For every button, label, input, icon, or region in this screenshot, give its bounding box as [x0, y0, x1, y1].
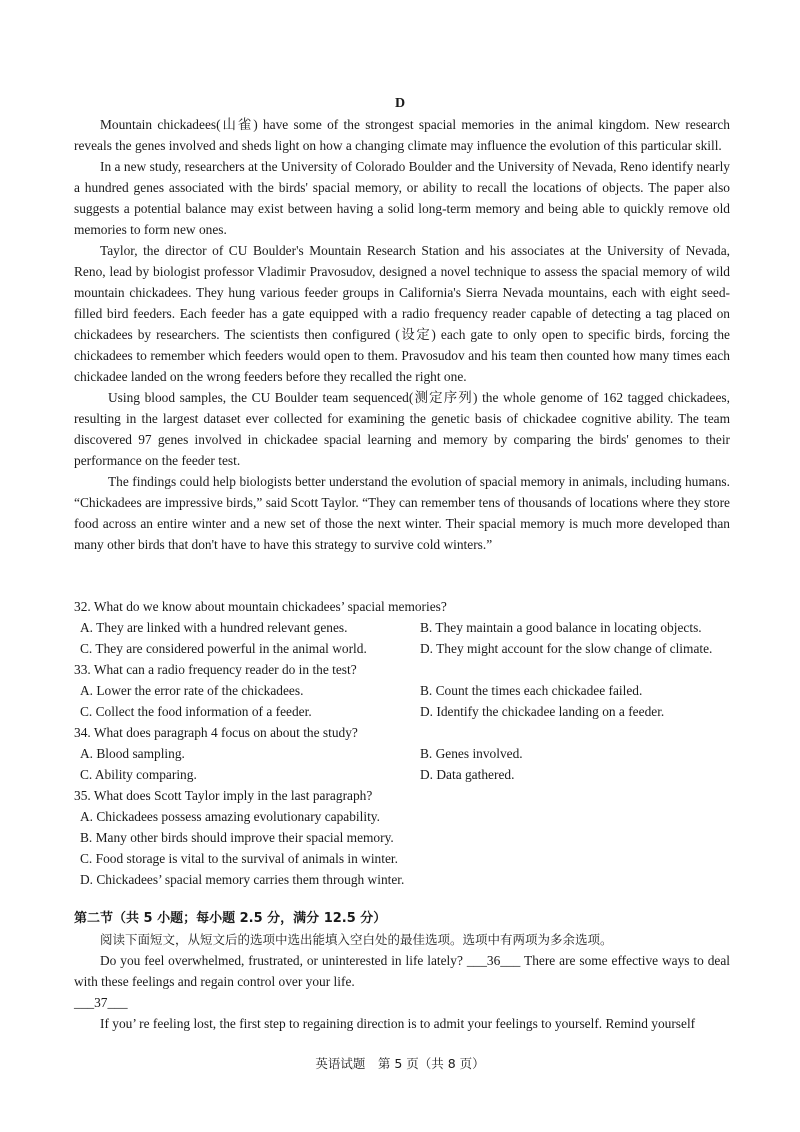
question-stem: 35. What does Scott Taylor imply in the last paragraph?	[74, 788, 373, 803]
part-two-heading: 第二节（共 5 小题；每小题 2.5 分，满分 12.5 分）	[74, 911, 387, 926]
passage-paragraph: Taylor, the director of CU Boulder's Mountain Research Station and his associates at the University of Nevada, Reno, lead by biologist professor Vladimir Pravosudov, designed a novel technique to assess the spacial memory of wild mountain chickadees. They hung various feeder groups in California's Sierra Nevada mountains, each with eight seed-filled bird feeders. Each feeder has a gate equipped with a radio frequency reader capable of detecting a tag placed on chickadees by researchers. The scientists then configured (设定) each gate to only open to specific birds, forcing the chickadees to remember which feeders would open to them. Pravosudov and his team then counted how many times each chickadee landed on the wrong feeders before they recalled the right one.	[74, 243, 730, 384]
option-c: C. Food storage is vital to the survival of animals in winter.	[80, 851, 398, 866]
cloze-text: There are some effective ways to deal with these feelings and regain control over your life.	[74, 953, 730, 989]
part-two-instruction: 阅读下面短文，从短文后的选项中选出能填入空白处的最佳选项。选项中有两项为多余选项。	[100, 932, 613, 947]
question-34	[74, 722, 754, 785]
page-footer: 英语试题 第 5 页（共 8 页）	[315, 1056, 485, 1071]
option-b: B. They maintain a good balance in locating objects.	[420, 620, 702, 635]
blank-36: ___36___	[466, 953, 521, 968]
cloze-paragraph: If you’ re feeling lost, the first step to regaining direction is to admit your feelings to yourself. Remind yourself	[100, 1016, 696, 1031]
option-b: B. Count the times each chickadee failed.	[420, 683, 643, 698]
option-d: D. They might account for the slow change of climate.	[420, 641, 713, 656]
option-c: C. Collect the food information of a feeder.	[80, 704, 312, 719]
option-d: D. Chickadees’ spacial memory carries them through winter.	[80, 872, 405, 887]
passage-paragraph: Mountain chickadees(山雀) have some of the strongest spacial memories in the animal kingdom. New research reveals the genes involved and sheds light on how a changing climate may influence the evolution of this particular skill.	[74, 117, 730, 153]
question-35	[74, 785, 754, 890]
question-stem: 34. What does paragraph 4 focus on about the study?	[74, 725, 358, 740]
reading-passage	[74, 114, 730, 555]
question-32	[74, 596, 754, 659]
part-two	[74, 908, 730, 1034]
option-a: A. Blood sampling.	[80, 746, 185, 761]
passage-paragraph: Using blood samples, the CU Boulder team sequenced(测定序列) the whole genome of 162 tagged chickadees, resulting in the largest dataset ever collected for examining the genetic basis of chickadee cognitive ability. The team discovered 97 genes involved in chickadee spacial learning and memory by comparing the birds' genomes to their performance on the feeder test.	[74, 390, 730, 468]
option-d: D. Data gathered.	[420, 767, 515, 782]
option-b: B. Many other birds should improve their spacial memory.	[80, 830, 394, 845]
option-a: A. Lower the error rate of the chickadees.	[80, 683, 304, 698]
passage-paragraph: The findings could help biologists better understand the evolution of spacial memory in animals, including humans. “Chickadees are impressive birds,” said Scott Taylor. “They can remember tens of thousands of locations where they store food across an entire winter and a new set of those the next winter. Their spacial memory is much more developed than many other birds that don't have to have this strategy to survive cold winters.”	[74, 474, 730, 552]
question-list	[74, 596, 754, 890]
option-b: B. Genes involved.	[420, 746, 523, 761]
cloze-paragraph	[74, 950, 730, 992]
cloze-text: Do you feel overwhelmed, frustrated, or uninterested in life lately?	[100, 953, 467, 968]
option-a: A. They are linked with a hundred relevant genes.	[80, 620, 348, 635]
section-letter: D	[394, 96, 406, 111]
question-33	[74, 659, 754, 722]
question-stem: 33. What can a radio frequency reader do in the test?	[74, 662, 357, 677]
option-c: C. They are considered powerful in the animal world.	[80, 641, 367, 656]
question-stem: 32. What do we know about mountain chickadees’ spacial memories?	[74, 599, 447, 614]
option-c: C. Ability comparing.	[80, 767, 197, 782]
option-a: A. Chickadees possess amazing evolutionary capability.	[80, 809, 380, 824]
blank-37: ___37___	[74, 995, 128, 1010]
option-d: D. Identify the chickadee landing on a feeder.	[420, 704, 665, 719]
passage-paragraph: In a new study, researchers at the University of Colorado Boulder and the University of Nevada, Reno identify nearly a hundred genes associated with the birds' spacial memory, or ability to recall the locations of objects. The paper also suggests a potential balance may exist between having a solid long-term memory and being able to quickly remove old memories to form new ones.	[74, 159, 730, 237]
